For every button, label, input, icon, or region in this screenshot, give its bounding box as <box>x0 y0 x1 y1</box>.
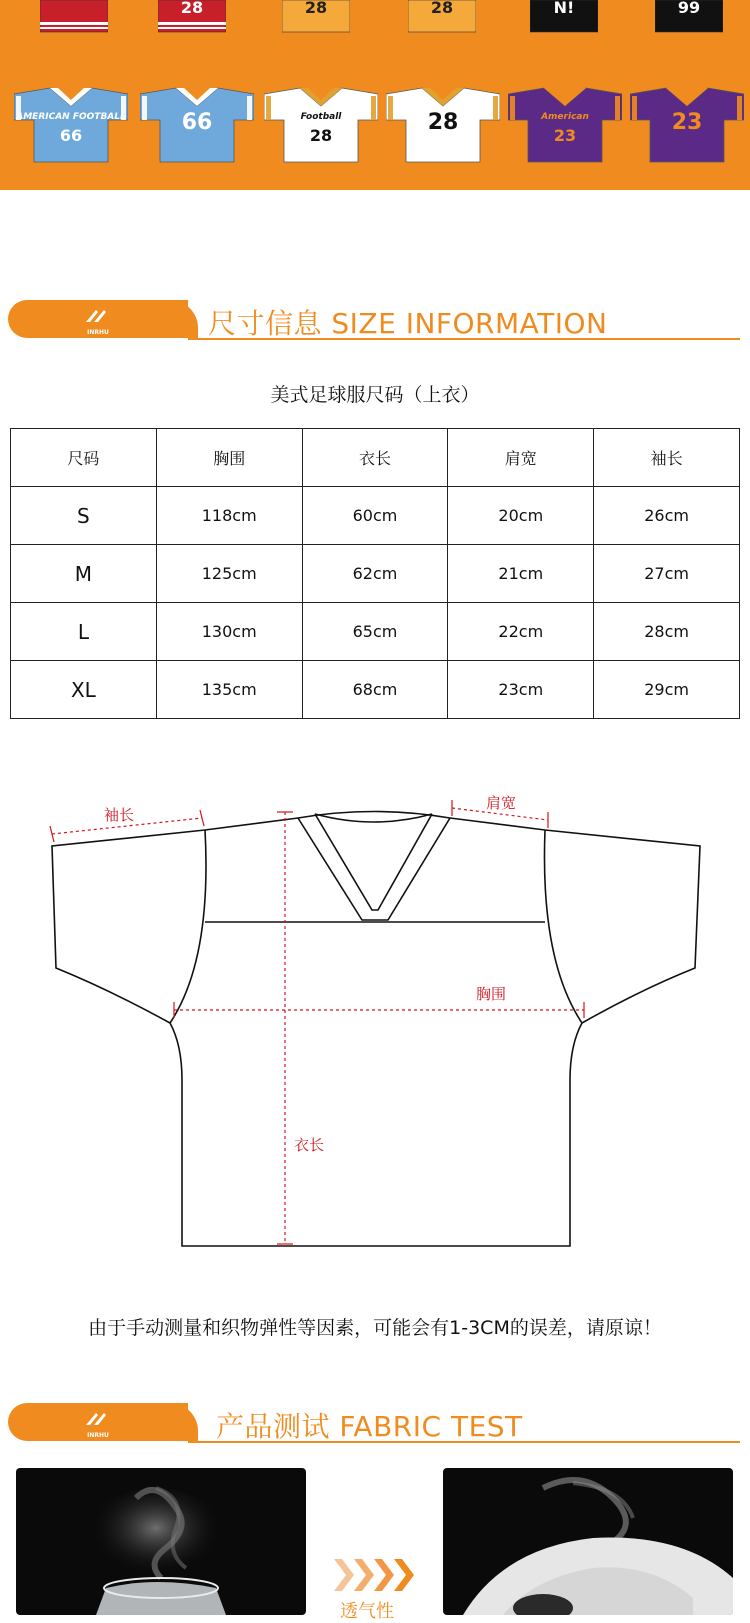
jersey-number: 28 <box>430 0 454 17</box>
jersey-number: 28 <box>309 126 333 145</box>
chevrons-right-icon <box>332 1555 422 1595</box>
table-cell: 27cm <box>594 545 740 603</box>
jersey-number: 28 <box>180 0 204 17</box>
jersey-thumbnail <box>530 0 598 34</box>
size-table-title: 美式足球服尺码（上衣） <box>270 384 480 406</box>
jersey-thumbnail <box>264 86 378 164</box>
size-information-header <box>8 300 740 340</box>
column-header: 尺码 <box>11 429 157 487</box>
column-header: 袖长 <box>594 429 740 487</box>
table-cell: 135cm <box>156 661 302 719</box>
jersey-thumbnail <box>386 86 500 164</box>
brand-logo-icon <box>78 1407 118 1439</box>
column-header: 胸围 <box>156 429 302 487</box>
measurement-note: 由于手动测量和织物弹性等因素，可能会有1-3CM的误差，请原谅！ <box>88 1317 662 1339</box>
table-row <box>11 661 740 719</box>
shoulder-width-label: 肩宽 <box>486 794 517 812</box>
table-cell: 125cm <box>156 545 302 603</box>
table-cell: 65cm <box>302 603 448 661</box>
chest-label: 胸围 <box>476 985 507 1003</box>
jersey-number: 23 <box>671 110 703 135</box>
svg-text:INRHU: INRHU <box>87 1432 109 1439</box>
length-label: 衣长 <box>294 1136 325 1154</box>
jersey-outline <box>52 812 700 1247</box>
sleeve-length-label: 袖长 <box>104 806 135 824</box>
table-cell: 28cm <box>594 603 740 661</box>
table-header-row <box>11 429 740 487</box>
measure-lines <box>52 808 584 1244</box>
jersey-number: 28 <box>304 0 328 17</box>
section-title: 产品测试 FABRIC TEST <box>216 1410 523 1443</box>
table-cell: 118cm <box>156 487 302 545</box>
table-cell: 68cm <box>302 661 448 719</box>
size-cell: M <box>11 545 157 603</box>
jersey-measurement-diagram <box>0 770 750 1260</box>
table-cell: 22cm <box>448 603 594 661</box>
jersey-thumbnail <box>508 86 622 164</box>
jersey-chest-text: American <box>541 112 589 122</box>
section-title: 尺寸信息 SIZE INFORMATION <box>208 307 608 340</box>
jersey-thumbnail <box>14 86 128 164</box>
jersey-number: 66 <box>181 110 213 135</box>
jersey-thumbnail <box>282 0 350 34</box>
jersey-number: 28 <box>427 110 459 135</box>
size-cell: XL <box>11 661 157 719</box>
jersey-thumbnail <box>40 0 108 34</box>
svg-text:INRHU: INRHU <box>87 329 109 336</box>
table-cell: 60cm <box>302 487 448 545</box>
steam-glass-photo <box>16 1468 306 1615</box>
brand-logo-icon <box>78 304 118 336</box>
jersey-number: 66 <box>59 126 83 145</box>
jersey-thumbnail <box>140 86 254 164</box>
size-cell: L <box>11 603 157 661</box>
table-cell: 21cm <box>448 545 594 603</box>
table-cell: 23cm <box>448 661 594 719</box>
jersey-thumbnail <box>158 0 226 34</box>
size-table <box>10 428 740 719</box>
jersey-number: N! <box>553 0 575 17</box>
table-cell: 20cm <box>448 487 594 545</box>
jersey-thumbnail <box>630 86 744 164</box>
measure-ticks <box>50 800 584 1244</box>
jersey-chest-text: AMERICAN FOOTBALL <box>16 112 126 122</box>
column-header: 肩宽 <box>448 429 594 487</box>
table-row <box>11 487 740 545</box>
jersey-number: 23 <box>553 126 577 145</box>
column-header: 衣长 <box>302 429 448 487</box>
jersey-thumbnail <box>655 0 723 34</box>
table-cell: 29cm <box>594 661 740 719</box>
jersey-thumbnail <box>408 0 476 34</box>
table-cell: 26cm <box>594 487 740 545</box>
fabric-test-header <box>8 1403 740 1443</box>
table-row <box>11 603 740 661</box>
size-cell: S <box>11 487 157 545</box>
table-row <box>11 545 740 603</box>
table-cell: 62cm <box>302 545 448 603</box>
table-cell: 130cm <box>156 603 302 661</box>
fabric-steam-photo <box>443 1468 733 1615</box>
breathability-label: 透气性 <box>340 1601 394 1622</box>
jersey-chest-text: Football <box>300 112 342 122</box>
jersey-number: 99 <box>677 0 701 17</box>
